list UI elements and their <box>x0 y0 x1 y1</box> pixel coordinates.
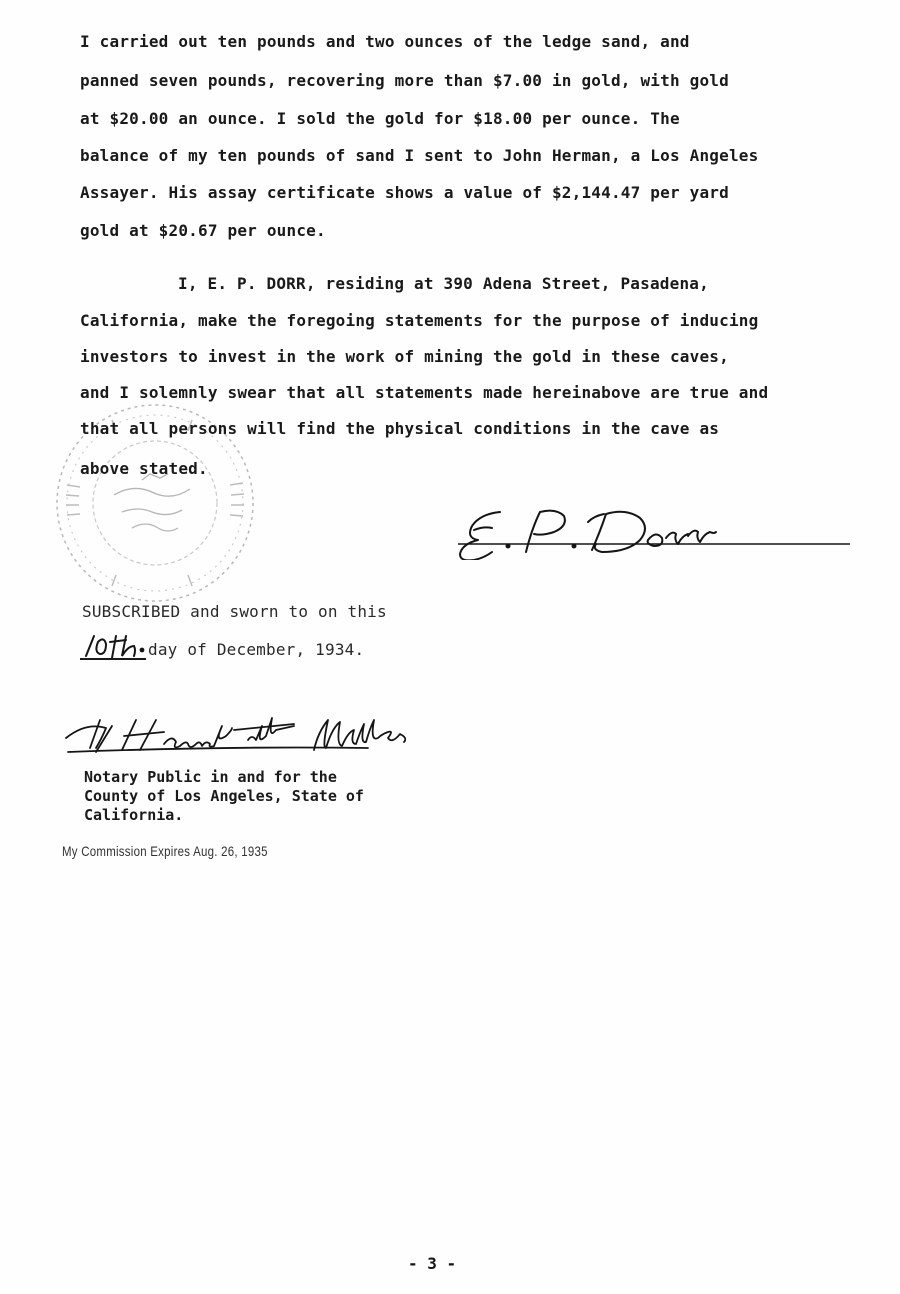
page-number: - 3 - <box>408 1254 457 1273</box>
commission-stamp: My Commission Expires Aug. 26, 1935 <box>62 843 268 859</box>
body-line: panned seven pounds, recovering more than $7.00 in gold, with gold <box>80 71 729 90</box>
notary-caption <box>84 768 364 825</box>
body-line: Assayer. His assay certificate shows a value of $2,144.47 per yard <box>80 183 729 202</box>
body-line: balance of my ten pounds of sand I sent to John Herman, a Los Angeles <box>80 146 759 165</box>
notary-caption-line: California. <box>84 806 184 824</box>
body-line: and I solemnly swear that all statements made hereinabove are true and <box>80 383 769 402</box>
body-line: that all persons will find the physical conditions in the cave as <box>80 419 720 438</box>
jurat-line: SUBSCRIBED and sworn to on this <box>82 602 387 621</box>
body-line: above stated. <box>80 459 208 478</box>
day-underline <box>80 658 146 660</box>
jurat-line: day of December, 1934. <box>148 640 365 659</box>
affiant-signature <box>452 500 852 560</box>
body-line: investors to invest in the work of mining the gold in these caves, <box>80 347 729 366</box>
body-line: I, E. P. DORR, residing at 390 Adena Street, Pasadena, <box>178 274 709 293</box>
body-line: California, make the foregoing statements for the purpose of inducing <box>80 311 759 330</box>
handwritten-day <box>82 628 152 660</box>
notary-signature <box>64 712 406 760</box>
notary-caption-line: Notary Public in and for the <box>84 768 337 786</box>
notary-caption-line: County of Los Angeles, State of <box>84 787 364 805</box>
body-line: at $20.00 an ounce. I sold the gold for $18.00 per ounce. The <box>80 109 680 128</box>
body-line: I carried out ten pounds and two ounces of the ledge sand, and <box>80 32 690 51</box>
body-line: gold at $20.67 per ounce. <box>80 221 326 240</box>
